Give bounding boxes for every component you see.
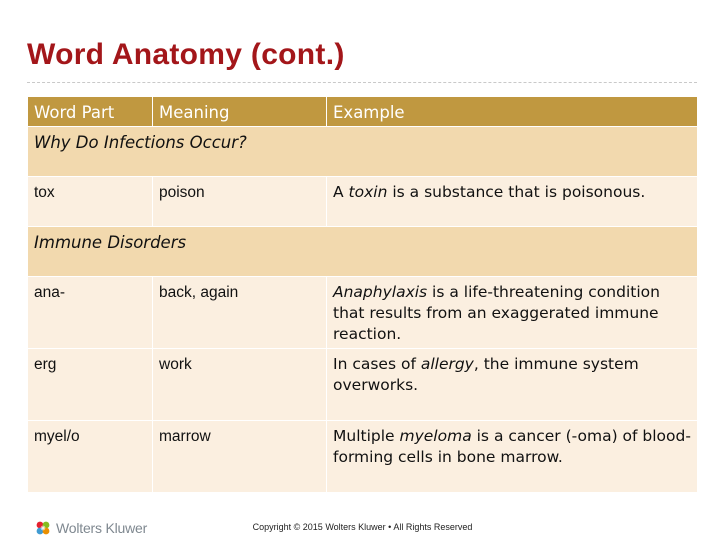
- section-label: Why Do Infections Occur?: [28, 127, 698, 177]
- header-meaning: Meaning: [153, 97, 327, 127]
- title-divider: [27, 82, 697, 83]
- example-term: Anaphylaxis: [333, 283, 428, 301]
- example-text: is a life-threatening condition that results from an exaggerated immune reaction.: [333, 283, 660, 343]
- section-row: [28, 227, 698, 277]
- example-text: is a cancer (-oma) of blood-forming cells in bone marrow.: [333, 427, 691, 466]
- header-example: Example: [327, 97, 698, 127]
- example-cell: [327, 177, 698, 227]
- table-row: [28, 421, 698, 493]
- word-anatomy-table: [27, 96, 698, 493]
- example-term: myeloma: [399, 427, 472, 445]
- table-row: [28, 277, 698, 349]
- example-cell: [327, 421, 698, 493]
- word-part-cell: myel/o: [28, 421, 153, 493]
- example-text: In cases of: [333, 355, 421, 373]
- section-label: Immune Disorders: [28, 227, 698, 277]
- table-row: [28, 177, 698, 227]
- word-part-cell: tox: [28, 177, 153, 227]
- meaning-cell: work: [153, 349, 327, 421]
- meaning-cell: back, again: [153, 277, 327, 349]
- example-text: A: [333, 183, 349, 201]
- word-part-cell: ana-: [28, 277, 153, 349]
- example-text: is a substance that is poisonous.: [387, 183, 646, 201]
- header-word-part: Word Part: [28, 97, 153, 127]
- slide-title: Word Anatomy (cont.): [27, 38, 345, 71]
- meaning-cell: marrow: [153, 421, 327, 493]
- example-text: , the immune system overworks.: [333, 355, 639, 394]
- example-term: toxin: [348, 183, 388, 201]
- example-text: Multiple: [333, 427, 400, 445]
- example-cell: [327, 349, 698, 421]
- example-cell: [327, 277, 698, 349]
- logo-text: Wolters Kluwer: [56, 520, 148, 536]
- word-part-cell: erg: [28, 349, 153, 421]
- example-term: allergy: [420, 355, 474, 373]
- copyright-notice: Copyright © 2015 Wolters Kluwer • All Rights Reserved: [252, 522, 473, 532]
- table-header-row: [28, 97, 698, 127]
- section-row: [28, 127, 698, 177]
- meaning-cell: poison: [153, 177, 327, 227]
- table-row: [28, 349, 698, 421]
